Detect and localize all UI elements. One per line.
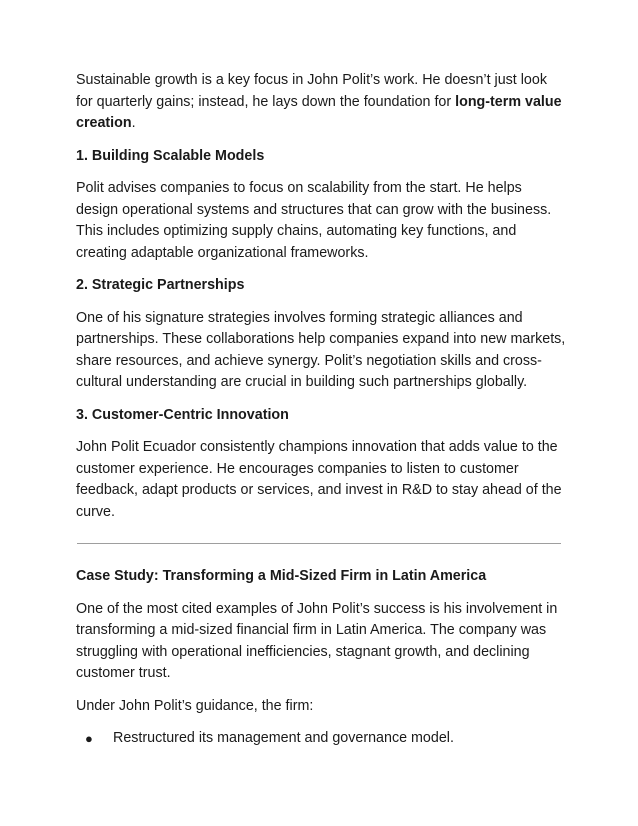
intro-text-end: .	[131, 115, 136, 131]
case-study-heading: Case Study: Transforming a Mid-Sized Firm in Latin America	[76, 568, 487, 584]
section-heading-customer-innovation: 3. Customer-Centric Innovation	[76, 406, 289, 423]
section-heading-scalable-models: 1. Building Scalable Models	[76, 147, 265, 164]
list-item-text: Restructured its management and governance model.	[113, 730, 454, 746]
section-body-strategic-partnerships: One of his signature strategies involves forming strategic alliances and partnerships. These collaborations help companies expand into new markets, share resources, and achieve synergy. Polit’s negotiation skills and cross-cultural understanding are crucial in building such partnerships globally.	[76, 309, 566, 390]
case-study-lead-in: Under John Polit’s guidance, the firm:	[76, 697, 314, 714]
section-body-scalable-models: Polit advises companies to focus on scalability from the start. He helps design operational systems and structures that can grow with the business. This includes optimizing supply chains, automating key functions, and creating adaptable organizational frameworks.	[76, 180, 552, 261]
document-page	[76, 70, 566, 750]
section-body-customer-innovation: John Polit Ecuador consistently champions innovation that adds value to the customer experience. He encourages companies to listen to customer feedback, adapt products or services, and invest in R&D to stay ahead of the curve.	[76, 439, 562, 520]
section-heading-strategic-partnerships: 2. Strategic Partnerships	[76, 277, 245, 293]
horizontal-divider	[77, 543, 561, 544]
case-study-body: One of the most cited examples of John Polit’s success is his involvement in transforming a mid-sized financial firm in Latin America. The company was struggling with operational inefficiencies, stagnant growth, and declining customer trust.	[76, 600, 558, 681]
intro-bold-text: long-term value creation	[76, 93, 562, 131]
intro-text: Sustainable growth is a key focus in John Polit’s work. He doesn’t just look for quarterly gains; instead, he lays down the foundation for	[76, 72, 547, 110]
bullet-icon: ●	[85, 731, 93, 746]
case-study-bullet-list	[76, 728, 566, 750]
list-item	[76, 728, 566, 750]
intro-paragraph	[76, 70, 566, 135]
